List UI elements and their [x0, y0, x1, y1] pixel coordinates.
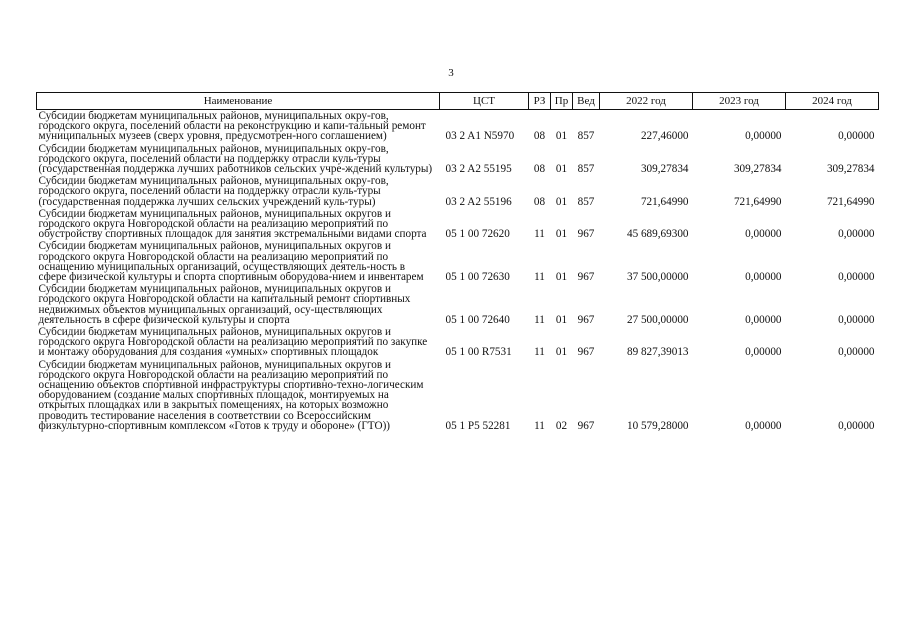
- table-row: [37, 175, 879, 208]
- row-2022: 309,27834: [640, 163, 689, 176]
- row-2022: 37 500,00000: [626, 271, 689, 284]
- row-ved: 857: [577, 130, 595, 143]
- table-row: [37, 110, 879, 143]
- row-pr: 02: [555, 419, 568, 432]
- row-rz: 11: [534, 346, 545, 359]
- row-2023: 0,00000: [745, 313, 782, 326]
- row-ved: 967: [577, 419, 595, 432]
- row-name: Субсидии бюджетам муниципальных районов, муниципальных округов и городского округа Новгородской области на реализацию мероприятий по закупке и монтажу оборудования для создания «умных» спортивных площадок: [38, 326, 428, 359]
- row-2024: 309,27834: [826, 163, 875, 176]
- row-2023: 0,00000: [745, 419, 782, 432]
- row-cst: 03 2 A1 N5970: [445, 130, 515, 143]
- row-2022: 45 689,69300: [626, 228, 689, 241]
- row-ved: 967: [577, 313, 595, 326]
- row-name: Субсидии бюджетам муниципальных районов, муниципальных окру-гов, городского округа, поселений области на поддержку отрасли куль-туры (государственная поддержка лучших сельских учреждений куль-туры): [38, 175, 389, 208]
- row-2023: 721,64990: [733, 195, 782, 208]
- row-cst: 05 1 00 72640: [445, 313, 510, 326]
- table-row: [37, 143, 879, 176]
- row-cst: 05 1 00 72630: [445, 271, 510, 284]
- row-rz: 08: [533, 195, 546, 208]
- row-pr: 01: [555, 313, 568, 326]
- row-pr: 01: [555, 271, 568, 284]
- row-2022: 27 500,00000: [626, 313, 689, 326]
- row-name: Субсидии бюджетам муниципальных районов, муниципальных округов и городского округа Новгородской области на реализацию мероприятий по оснащению муниципальных организаций, осуществляющих деятель-ность в сфере физической культуры и спорта спортивным оборудова-нием и инвентарем: [38, 240, 424, 284]
- row-2024: 0,00000: [838, 313, 875, 326]
- table-row: [37, 283, 879, 326]
- row-2023: 0,00000: [745, 130, 782, 143]
- header-pr: Пр: [551, 93, 573, 110]
- row-rz: 08: [533, 130, 546, 143]
- row-2022: 10 579,28000: [626, 419, 689, 432]
- row-rz: 11: [534, 313, 545, 326]
- row-ved: 857: [577, 195, 595, 208]
- row-ved: 967: [577, 271, 595, 284]
- row-2023: 0,00000: [745, 346, 782, 359]
- row-name: Субсидии бюджетам муниципальных районов, муниципальных округов и городского округа Новгородской области на капитальный ремонт спортивных недвижимых объектов муниципальных организаций, осу-ществляющих деятельность в сфере физической культуры и спорта: [38, 283, 411, 326]
- row-ved: 967: [577, 228, 595, 241]
- row-name: Субсидии бюджетам муниципальных районов, муниципальных окру-гов, городского округа, поселений области на реконструкцию и капи-тальный ремонт муниципальных музеев (сверх уровня, предусмотрен-ного соглашением): [38, 110, 426, 143]
- row-name: Субсидии бюджетам муниципальных районов, муниципальных окру-гов, городского округа, поселений области на поддержку отрасли куль-туры (государственная поддержка лучших работников сельских учре-ждений культуры): [38, 142, 433, 176]
- row-ved: 857: [577, 163, 595, 176]
- row-rz: 08: [533, 163, 546, 176]
- table-row: [37, 326, 879, 359]
- row-pr: 01: [555, 228, 568, 241]
- row-pr: 01: [555, 346, 568, 359]
- row-cst: 05 1 00 R7531: [445, 346, 512, 359]
- row-cst: 05 1 00 72620: [445, 228, 510, 241]
- page-number: 3: [448, 67, 454, 79]
- header-cst: ЦСТ: [440, 93, 529, 110]
- budget-table: [36, 92, 879, 432]
- row-rz: 11: [534, 419, 545, 432]
- row-rz: 11: [534, 228, 545, 241]
- table-header-row: [37, 93, 879, 110]
- table-row: [37, 208, 879, 241]
- row-pr: 01: [555, 163, 568, 176]
- row-2024: 721,64990: [826, 195, 875, 208]
- row-name: Субсидии бюджетам муниципальных районов, муниципальных округов и городского округа Новгородской области на реализацию мероприятий по оснащению объектов спортивной инфраструктуры спортивно-техно-логическим оборудованием (создание малых спортивных площадок, монтируемых на открытых площадках или в закрытых помещениях, на которых возможно проводить тестирование населения в соответствии со Всероссийским физкультурно-спортивным комплексом «Готов к труду и обороне» (ГТО)): [38, 358, 424, 432]
- row-2023: 309,27834: [733, 163, 782, 176]
- row-rz: 11: [534, 271, 545, 284]
- row-2022: 89 827,39013: [626, 346, 689, 359]
- row-2022: 227,46000: [640, 130, 689, 143]
- row-2024: 0,00000: [838, 271, 875, 284]
- table-row: [37, 359, 879, 432]
- row-pr: 01: [555, 130, 568, 143]
- row-name: Субсидии бюджетам муниципальных районов, муниципальных округов и городского округа Новгородской области на реализацию мероприятий по обустройству спортивных площадок для занятия экстремальными видами спорта: [38, 207, 427, 241]
- header-2023: 2023 год: [693, 93, 786, 110]
- table-row: [37, 240, 879, 283]
- row-ved: 967: [577, 346, 595, 359]
- header-ved: Вед: [573, 93, 600, 110]
- row-2024: 0,00000: [838, 130, 875, 143]
- row-2024: 0,00000: [838, 228, 875, 241]
- row-2024: 0,00000: [838, 419, 875, 432]
- row-2023: 0,00000: [745, 271, 782, 284]
- row-cst: 03 2 A2 55196: [445, 195, 512, 208]
- row-pr: 01: [555, 195, 568, 208]
- row-cst: 03 2 A2 55195: [445, 163, 512, 176]
- header-2022: 2022 год: [600, 93, 693, 110]
- header-name: Наименование: [37, 93, 440, 110]
- header-rz: РЗ: [529, 93, 551, 110]
- header-2024: 2024 год: [786, 93, 879, 110]
- row-2023: 0,00000: [745, 228, 782, 241]
- row-cst: 05 1 P5 52281: [445, 419, 511, 432]
- row-2022: 721,64990: [640, 195, 689, 208]
- row-2024: 0,00000: [838, 346, 875, 359]
